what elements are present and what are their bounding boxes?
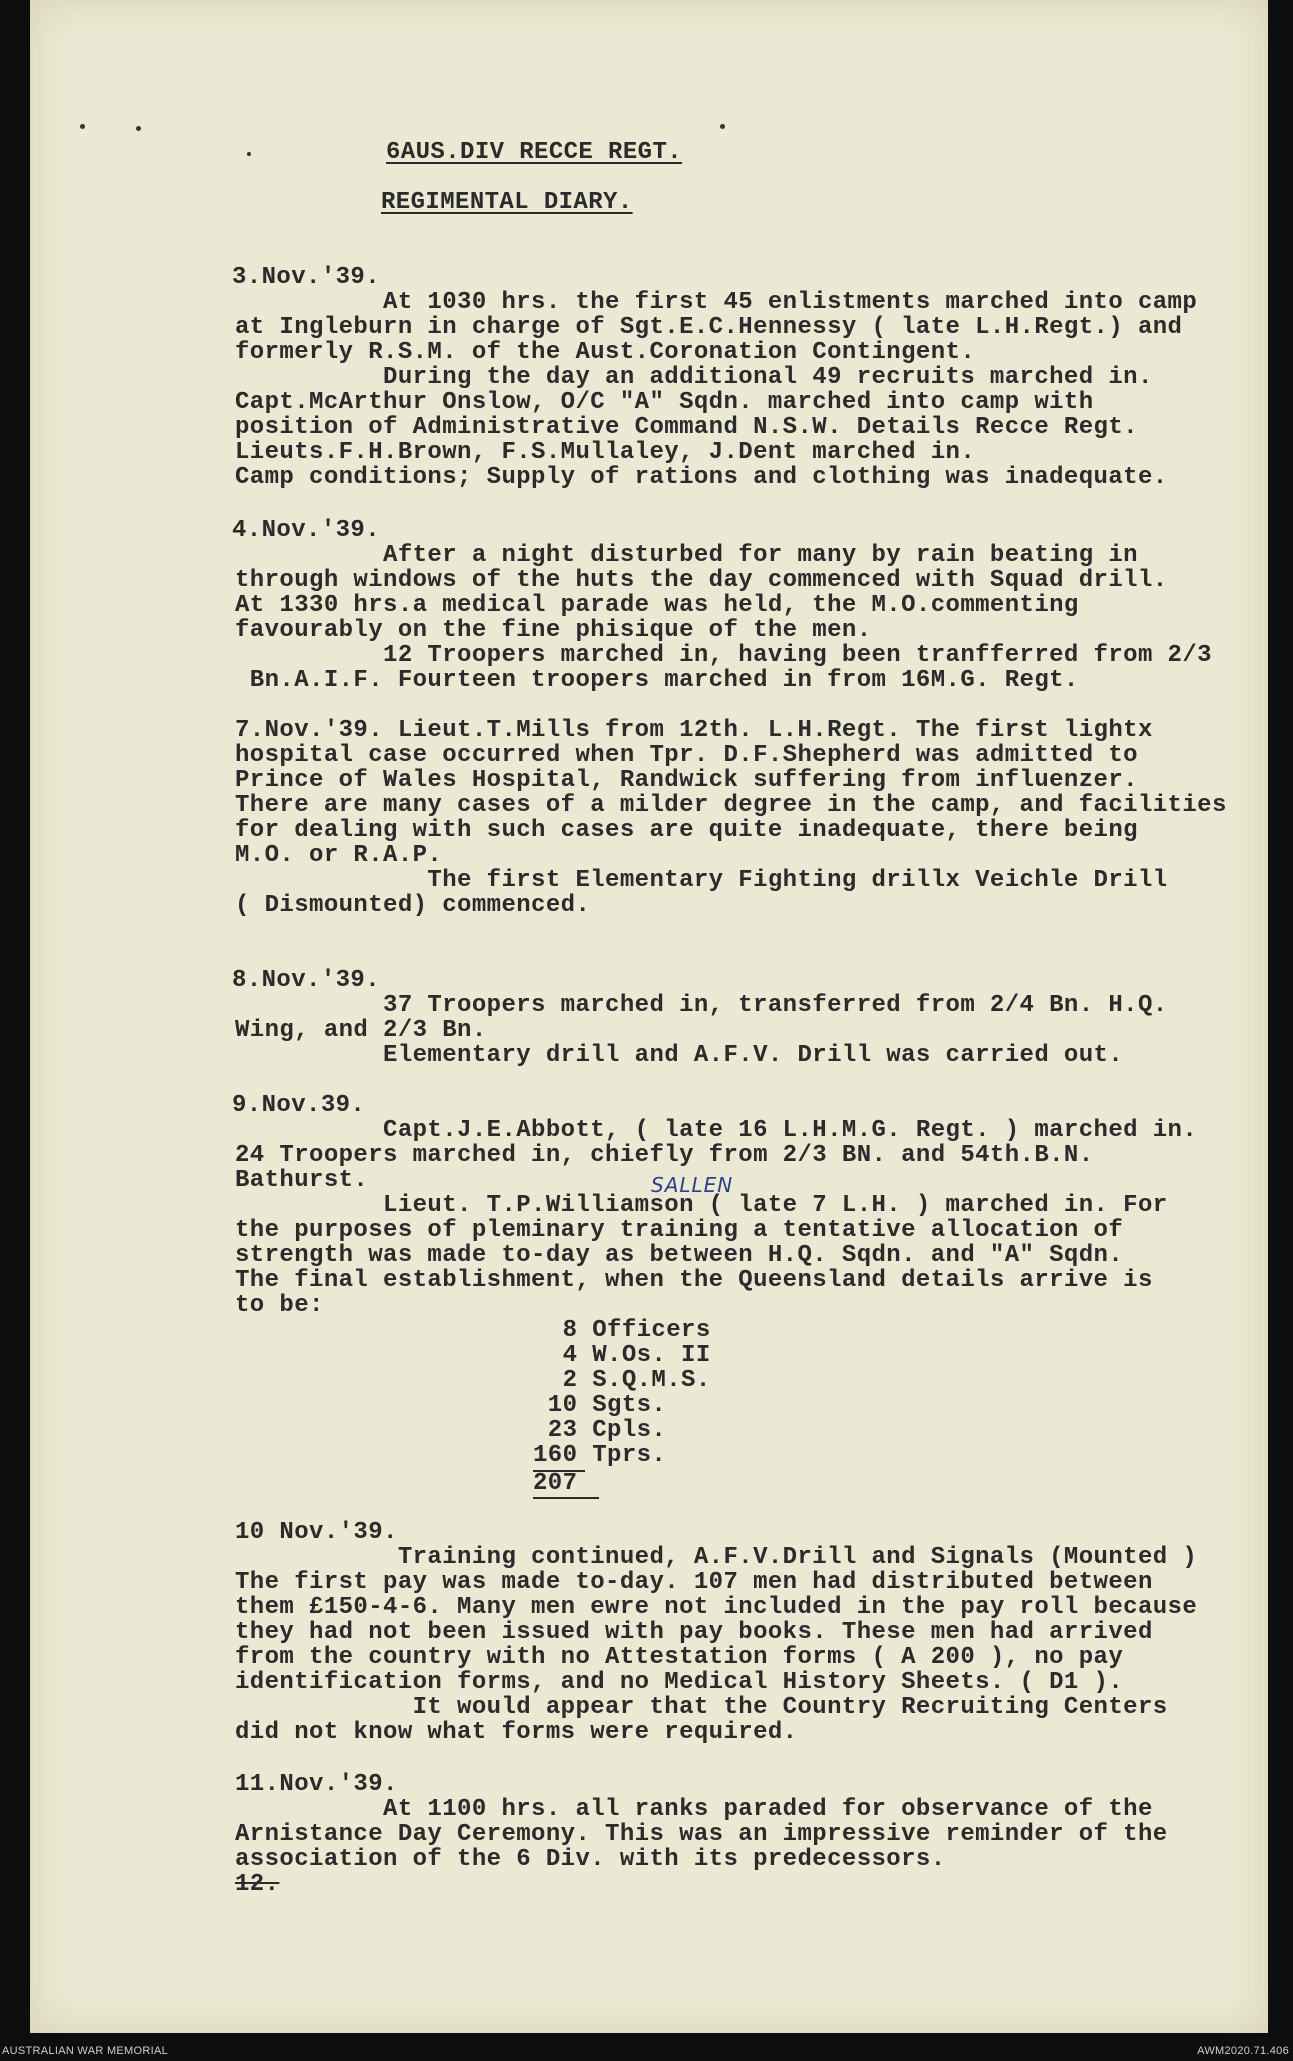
entry-line: The final establishment, when the Queensland details arrive is <box>235 1267 1153 1294</box>
entry-line: M.O. or R.A.P. <box>235 842 443 869</box>
entry-line: they had not been issued with pay books. These men had arrived <box>235 1619 1153 1646</box>
entry-date: 8.Nov.'39. <box>232 967 381 994</box>
entry-line: favourably on the fine phisique of the men. <box>235 617 872 644</box>
entry-line: It would appear that the Country Recruiting Centers <box>235 1694 1168 1721</box>
entry-line: for dealing with such cases are quite inadequate, there being <box>235 817 1138 844</box>
entry-line: did not know what forms were required. <box>235 1719 798 1746</box>
entry-line: At 1100 hrs. all ranks paraded for observance of the <box>235 1796 1153 1823</box>
handwritten-correction: SALLEN <box>651 1173 734 1197</box>
punch-mark <box>136 126 141 131</box>
entry-date: 11.Nov.'39. <box>235 1771 398 1798</box>
entry-line: During the day an additional 49 recruits marched in. <box>235 364 1153 391</box>
entry-line: from the country with no Attestation forms ( A 200 ), no pay <box>235 1644 1124 1671</box>
punch-mark <box>80 124 85 129</box>
entry-line: Training continued, A.F.V.Drill and Signals (Mounted ) <box>235 1544 1198 1571</box>
entry-date: 10 Nov.'39. <box>235 1519 398 1546</box>
entry-line: Camp conditions; Supply of rations and clothing was inadequate. <box>235 464 1168 491</box>
establishment-row: 23 Cpls. <box>533 1417 667 1444</box>
entry-line: Bn.A.I.F. Fourteen troopers marched in from 16M.G. Regt. <box>235 667 1079 694</box>
entry-line: Capt.McArthur Onslow, O/C "A" Sqdn. marched into camp with <box>235 389 1094 416</box>
entry-line: identification forms, and no Medical History Sheets. ( D1 ). <box>235 1669 1124 1696</box>
entry-line: ( Dismounted) commenced. <box>235 892 591 919</box>
entry-line: The first Elementary Fighting drillx Veichle Drill <box>235 867 1168 894</box>
punch-mark <box>247 152 251 156</box>
footer-accession-number: AWM2020.71.406 <box>1197 2045 1289 2057</box>
entry-line: at Ingleburn in charge of Sgt.E.C.Hennessy ( late L.H.Regt.) and <box>235 314 1183 341</box>
entry-line: Lieut. T.P.Williamson ( late 7 L.H. ) marched in. For <box>235 1192 1168 1219</box>
entry-line: 12. <box>235 1871 280 1898</box>
entry-date: 4.Nov.'39. <box>232 517 381 544</box>
entry-line: There are many cases of a milder degree in the camp, and facilities <box>235 792 1227 819</box>
total-rule <box>533 1497 599 1499</box>
entry-line: Wing, and 2/3 Bn. <box>235 1017 487 1044</box>
entry-line: the purposes of pleminary training a tentative allocation of <box>235 1217 1124 1244</box>
establishment-total: 207 <box>533 1470 578 1497</box>
entry-line: Bathurst. <box>235 1167 369 1194</box>
punch-mark <box>720 124 725 129</box>
entry-line: association of the 6 Div. with its predecessors. <box>235 1846 946 1873</box>
entry-line: Arnistance Day Ceremony. This was an impressive reminder of the <box>235 1821 1168 1848</box>
entry-line: through windows of the huts the day commenced with Squad drill. <box>235 567 1168 594</box>
entry-line: strength was made to-day as between H.Q. Sqdn. and "A" Sqdn. <box>235 1242 1124 1269</box>
establishment-row: 4 W.Os. II <box>533 1342 711 1369</box>
entry-line: to be: <box>235 1292 324 1319</box>
entry-line: position of Administrative Command N.S.W. Details Recce Regt. <box>235 414 1138 441</box>
establishment-row: 2 S.Q.M.S. <box>533 1367 711 1394</box>
entry-line: formerly R.S.M. of the Aust.Coronation Contingent. <box>235 339 976 366</box>
entry-line: Capt.J.E.Abbott, ( late 16 L.H.M.G. Regt. ) marched in. <box>235 1117 1198 1144</box>
entry-line: Lieuts.F.H.Brown, F.S.Mullaley, J.Dent marched in. <box>235 439 976 466</box>
entry-line: hospital case occurred when Tpr. D.F.Shepherd was admitted to <box>235 742 1138 769</box>
entry-line: them £150-4-6. Many men ewre not included in the pay roll because <box>235 1594 1198 1621</box>
page-subtitle: REGIMENTAL DIARY. <box>381 189 633 216</box>
establishment-row: 8 Officers <box>533 1317 711 1344</box>
entry-line: 37 Troopers marched in, transferred from 2/4 Bn. H.Q. <box>235 992 1168 1019</box>
entry-line: After a night disturbed for many by rain beating in <box>235 542 1138 569</box>
entry-date: 9.Nov.39. <box>232 1092 366 1119</box>
entry-line: The first pay was made to-day. 107 men had distributed between <box>235 1569 1153 1596</box>
entry-line: 24 Troopers marched in, chiefly from 2/3 BN. and 54th.B.N. <box>235 1142 1094 1169</box>
footer-archive-name: AUSTRALIAN WAR MEMORIAL <box>2 2045 169 2057</box>
entry-line: At 1030 hrs. the first 45 enlistments marched into camp <box>235 289 1198 316</box>
entry-line: Elementary drill and A.F.V. Drill was carried out. <box>235 1042 1124 1069</box>
establishment-row: 160 Tprs. <box>533 1442 667 1469</box>
page-title: 6AUS.DIV RECCE REGT. <box>386 139 683 166</box>
entry-date: 3.Nov.'39. <box>232 264 381 291</box>
entry-line: 7.Nov.'39. Lieut.T.Mills from 12th. L.H.Regt. The first lightx <box>235 717 1153 744</box>
entry-line: Prince of Wales Hospital, Randwick suffering from influenzer. <box>235 767 1138 794</box>
entry-line: At 1330 hrs.a medical parade was held, the M.O.commenting <box>235 592 1079 619</box>
entry-line: 12 Troopers marched in, having been tranfferred from 2/3 <box>235 642 1212 669</box>
establishment-row: 10 Sgts. <box>533 1392 667 1419</box>
